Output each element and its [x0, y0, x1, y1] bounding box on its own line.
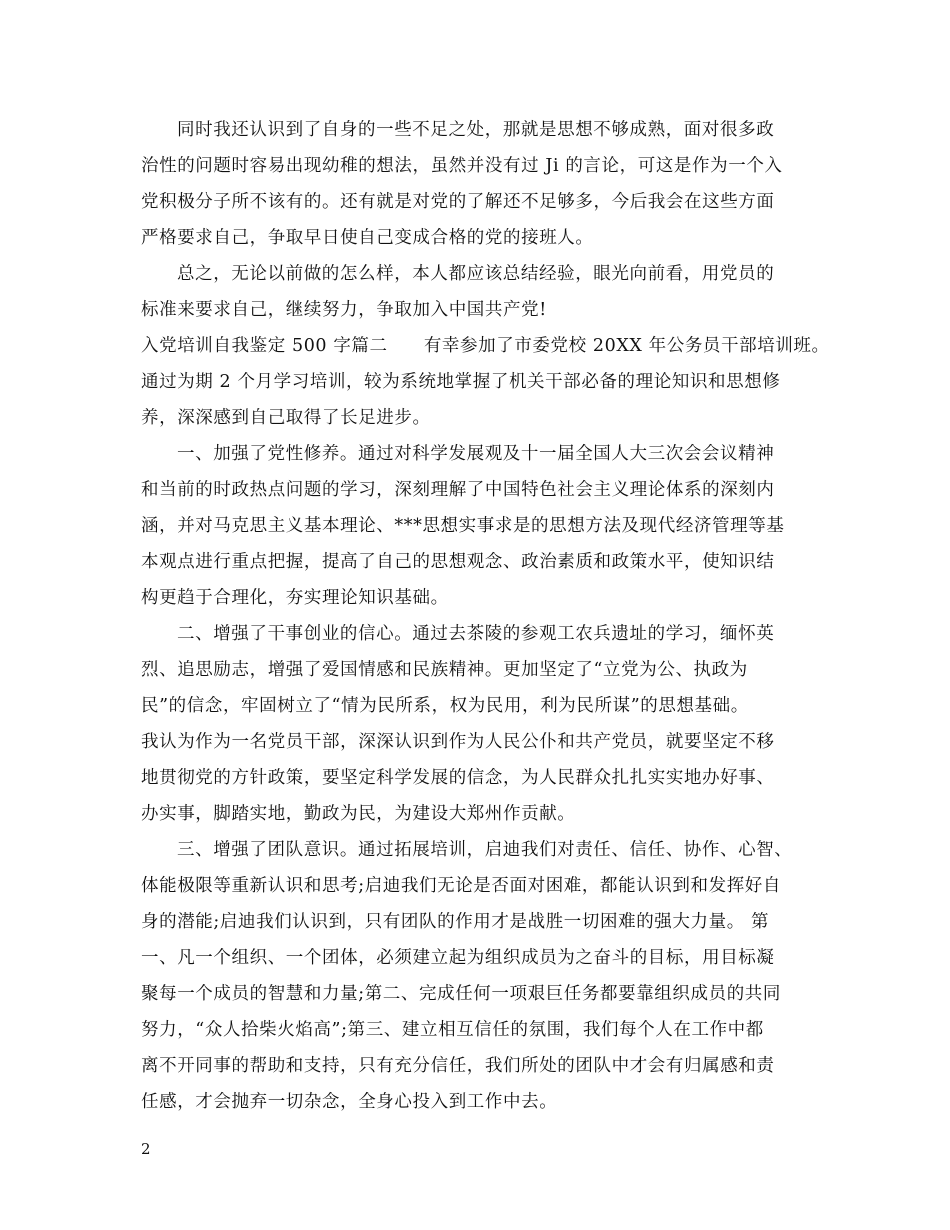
text-line: 涵，并对马克思主义基本理论、***思想实事求是的思想方法及现代经济管理等基: [141, 516, 785, 536]
text-line: 养，深深感到自己取得了长足进步。: [141, 408, 431, 428]
text-line: 聚每一个成员的智慧和力量;第二、完成任何一项艰巨任务都要靠组织成员的共同: [141, 984, 781, 1004]
text-line: 构更趋于合理化，夯实理论知识基础。: [141, 588, 449, 608]
text-line: 党积极分子所不该有的。还有就是对党的了解还不足够多，今后我会在这些方面: [141, 192, 775, 212]
text-line: 一、凡一个组织、一个团体，必须建立起为组织成员为之奋斗的目标，用目标凝: [141, 948, 775, 968]
text-line: 严格要求自己，争取早日使自己变成合格的党的接班人。: [141, 228, 594, 248]
text-line: 入党培训自我鉴定 500 字篇二 有幸参加了市委党校 20XX 年公务员干部培训班。: [141, 336, 830, 356]
text-line: 任感，才会抛弃一切杂念，全身心投入到工作中去。: [141, 1092, 558, 1112]
text-line: 体能极限等重新认识和思考;启迪我们无论是否面对困难，都能认识到和发挥好自: [141, 876, 781, 896]
text-line: 我认为作为一名党员干部，深深认识到作为人民公仆和共产党员，就要坚定不移: [141, 732, 775, 752]
text-line: 三、增强了团队意识。通过拓展培训，启迪我们对责任、信任、协作、心智、: [177, 840, 793, 860]
text-line: 民”的信念，牢固树立了“情为民所系，权为民用，利为民所谋”的思想基础。: [141, 696, 749, 716]
text-line: 身的潜能;启迪我们认识到，只有团队的作用才是战胜一切困难的强大力量。 第: [141, 912, 770, 932]
text-line: 离不开同事的帮助和支持，只有充分信任，我们所处的团队中才会有归属感和责: [141, 1056, 775, 1076]
text-line: 二、增强了干事创业的信心。通过去茶陵的参观工农兵遗址的学习，缅怀英: [177, 624, 775, 644]
text-line: 标准来要求自己，继续努力，争取加入中国共产党!: [141, 300, 547, 320]
text-line: 同时我还认识到了自身的一些不足之处，那就是思想不够成熟，面对很多政: [177, 120, 775, 140]
text-line: 烈、追思励志，增强了爱国情感和民族精神。更加坚定了“立党为公、执政为: [141, 660, 748, 680]
document-body: [141, 117, 831, 1125]
text-line: 地贯彻党的方针政策，要坚定科学发展的信念，为人民群众扎扎实实地办好事、: [141, 768, 775, 788]
text-line: 总之，无论以前做的怎么样，本人都应该总结经验，眼光向前看，用党员的: [177, 264, 775, 284]
text-line: 努力，“众人拾柴火焰高”;第三、建立相互信任的氛围，我们每个人在工作中都: [141, 1020, 764, 1040]
text-line: 一、加强了党性修养。通过对科学发展观及十一届全国人大三次会会议精神: [177, 444, 775, 464]
text-line: 办实事，脚踏实地，勤政为民，为建设大郑州作贡献。: [141, 804, 576, 824]
text-line: 和当前的时政热点问题的学习，深刻理解了中国特色社会主义理论体系的深刻内: [141, 480, 775, 500]
text-line: 本观点进行重点把握，提高了自己的思想观念、政治素质和政策水平，使知识结: [141, 552, 775, 572]
text-line: 通过为期 2 个月学习培训，较为系统地掌握了机关干部必备的理论知识和思想修: [141, 372, 781, 392]
text-line: 治性的问题时容易出现幼稚的想法，虽然并没有过 Ji 的言论，可这是作为一个入: [141, 156, 783, 176]
page-number: 2: [141, 1140, 151, 1158]
